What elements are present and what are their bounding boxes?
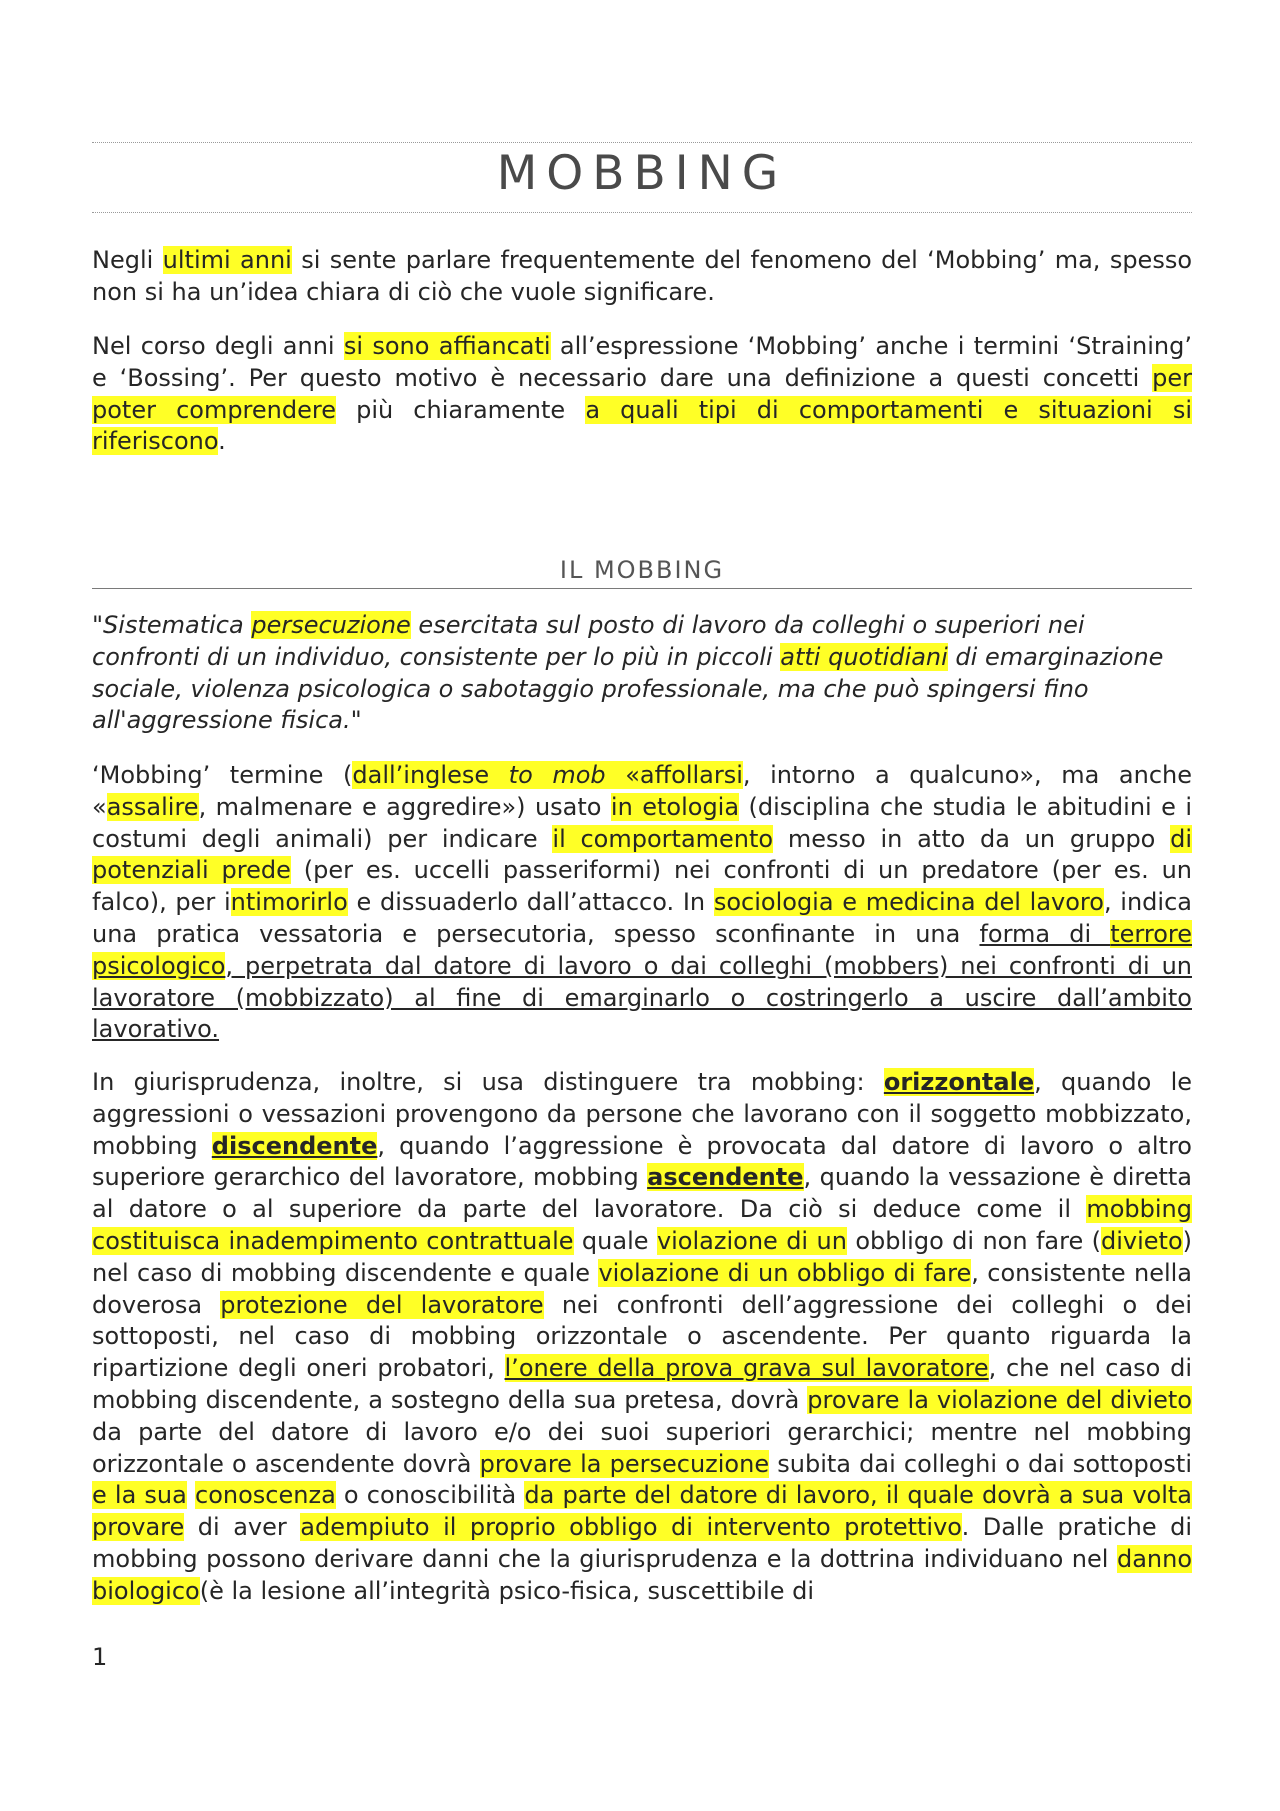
text-run: da parte del datore di lavoro e/o dei suoi superiori gerarchici; mentre nel mobbing orizzontale o ascendente dovrà: [92, 1417, 1192, 1478]
text-run: si sente parlare frequentemente del fenomeno del ‘Mobbing’ ma, spesso non si ha un’idea chiara di ciò che vuole significare.: [92, 246, 1193, 306]
highlighted-text-run: atti quotidiani: [780, 642, 948, 671]
text-run: forma di: [979, 919, 1111, 948]
text-run: (disciplina che studia le abitudini e i costumi degli animali) per indicare: [92, 792, 1193, 853]
page-number: 1: [92, 1643, 108, 1671]
highlighted-text-run: conoscenza: [195, 1481, 336, 1510]
text-run: quale: [573, 1226, 657, 1255]
highlighted-text-run: di potenziali prede: [92, 824, 1193, 885]
text-run: esercitata sul posto di lavoro da colleghi o superiori nei confronti di un individuo, consistente per lo più in piccoli: [92, 611, 1085, 671]
text-run: "Sistematica: [92, 611, 252, 639]
text-run: e dissuaderlo dall’attacco. In: [347, 888, 714, 917]
highlighted-text-run: terrore psicologico: [92, 919, 1192, 980]
text-run: [187, 1481, 195, 1509]
highlighted-text-run: violazione di un obbligo di fare: [598, 1258, 972, 1287]
page-title: MOBBING: [496, 146, 788, 201]
text-run: . Dalle pratiche di mobbing possono derivare danni che la giurisprudenza e la dottrina individuano nel: [92, 1513, 1192, 1573]
text-run: subita dai colleghi o dai sottoposti: [769, 1449, 1193, 1478]
highlighted-text-run: e la sua: [92, 1481, 187, 1510]
text-run: , quando l’aggressione è provocata dal datore di lavoro o altro superiore gerarchico del lavoratore, mobbing: [92, 1131, 1192, 1192]
highlighted-text-run: l’onere della prova grava sul lavoratore: [504, 1354, 989, 1383]
text-run: messo in atto da un gruppo: [773, 824, 1171, 853]
text-run: , indica una pratica vessatoria e persecutoria, spesso sconfinante in una: [92, 888, 1192, 948]
text-run: , quando le aggressioni o vessazioni provengono da persone che lavorano con il soggetto mobbizzato, mobbing: [92, 1068, 1193, 1160]
highlighted-text-run: provare la persecuzione: [479, 1449, 770, 1478]
title-divider: [92, 212, 1192, 213]
highlighted-text-run: sociologia e medicina del lavoro: [713, 888, 1104, 917]
text-run: , quando la vessazione è diretta al datore o al superiore da parte del lavoratore. Da ciò si deduce come il: [92, 1163, 1192, 1224]
section-heading: IL MOBBING: [559, 556, 725, 584]
highlighted-text-run: per poter comprendere: [92, 363, 1192, 424]
text-run: obbligo di non fare (: [846, 1226, 1101, 1255]
text-run: (per es. uccelli passeriformi) nei confronti di un predatore (per es. un falco), per i: [92, 856, 1192, 917]
highlighted-text-run: divieto: [1101, 1226, 1183, 1255]
text-run: Negli: [92, 246, 163, 274]
jurisprudence-paragraph: [92, 1067, 1192, 1608]
text-run: , perpetrata dal datore di lavoro o dai colleghi (mobbers) nei confronti di un lavoratore (mobbizzato) al fine di emarginarlo o costringerlo a uscire dall’ambito lavorativo.: [92, 951, 1192, 1044]
text-run: ‘Mobbing’ termine (: [92, 761, 353, 789]
highlighted-text-run: persecuzione: [251, 611, 411, 639]
highlighted-text-run: ascendente: [647, 1163, 804, 1192]
text-run: Nel corso degli anni: [92, 332, 344, 360]
highlighted-text-run: «affollarsi: [605, 761, 743, 789]
highlighted-text-run: adempiuto il proprio obbligo di intervento protettivo: [300, 1513, 962, 1542]
definition-quote: [92, 610, 1192, 737]
text-run: più chiaramente: [335, 395, 586, 424]
highlighted-text-run: to mob: [508, 761, 606, 789]
text-run: (è la lesione all’integrità psico-fisica, suscettibile di: [199, 1576, 814, 1605]
highlighted-text-run: provare la violazione del divieto: [807, 1385, 1192, 1414]
highlighted-text-run: orizzontale: [883, 1068, 1035, 1096]
text-run: o conoscibilità: [335, 1481, 525, 1510]
intro-paragraph-1: [92, 245, 1192, 309]
text-run: , malmenare e aggredire») usato: [198, 792, 611, 821]
highlighted-text-run: ntimorirlo: [230, 888, 348, 917]
text-run: .: [218, 427, 226, 456]
section-divider: [92, 588, 1192, 589]
top-divider: [92, 142, 1192, 143]
etymology-paragraph: [92, 760, 1192, 1046]
text-run: , che nel caso di mobbing discendente, a sostegno della sua pretesa, dovrà: [92, 1354, 1192, 1414]
highlighted-text-run: a quali tipi di comportamenti e situazioni si riferiscono: [92, 395, 1192, 456]
highlighted-text-run: in etologia: [610, 792, 740, 821]
text-run: In giurisprudenza, inoltre, si usa distinguere tra mobbing:: [92, 1068, 884, 1096]
text-run: di emarginazione sociale, violenza psicologica o sabotaggio professionale, ma che può spingersi fino all'aggressione fisica.": [92, 642, 1164, 735]
intro-paragraph-2: [92, 331, 1192, 458]
text-run: ) nel caso di mobbing discendente e quale: [92, 1226, 1193, 1287]
text-run: all’espressione ‘Mobbing’ anche i termini ‘Straining’ e ‘Bossing’. Per questo motivo è necessario dare una definizione a questi concetti: [92, 332, 1192, 392]
text-run: , intorno a qualcuno», ma anche «: [92, 761, 1192, 821]
text-run: nei confronti dell’aggressione dei colleghi o dei sottoposti, nel caso di mobbing orizzontale o ascendente. Per quanto riguarda la ripartizione degli oneri probatori,: [92, 1290, 1193, 1383]
highlighted-text-run: assalire: [106, 792, 199, 821]
highlighted-text-run: discendente: [211, 1131, 378, 1160]
highlighted-text-run: ultimi anni: [162, 246, 292, 274]
highlighted-text-run: violazione di un: [656, 1226, 847, 1255]
highlighted-text-run: protezione del lavoratore: [220, 1290, 544, 1319]
highlighted-text-run: si sono affiancati: [343, 332, 551, 360]
highlighted-text-run: mobbing costituisca inadempimento contrattuale: [92, 1195, 1192, 1255]
highlighted-text-run: danno biologico: [92, 1544, 1192, 1605]
highlighted-text-run: da parte del datore di lavoro, il quale dovrà a sua volta provare: [92, 1481, 1192, 1542]
text-run: di aver: [184, 1513, 301, 1542]
highlighted-text-run: dall’inglese: [352, 761, 509, 789]
highlighted-text-run: il comportamento: [552, 824, 774, 853]
text-run: , consistente nella doverosa: [92, 1258, 1193, 1319]
